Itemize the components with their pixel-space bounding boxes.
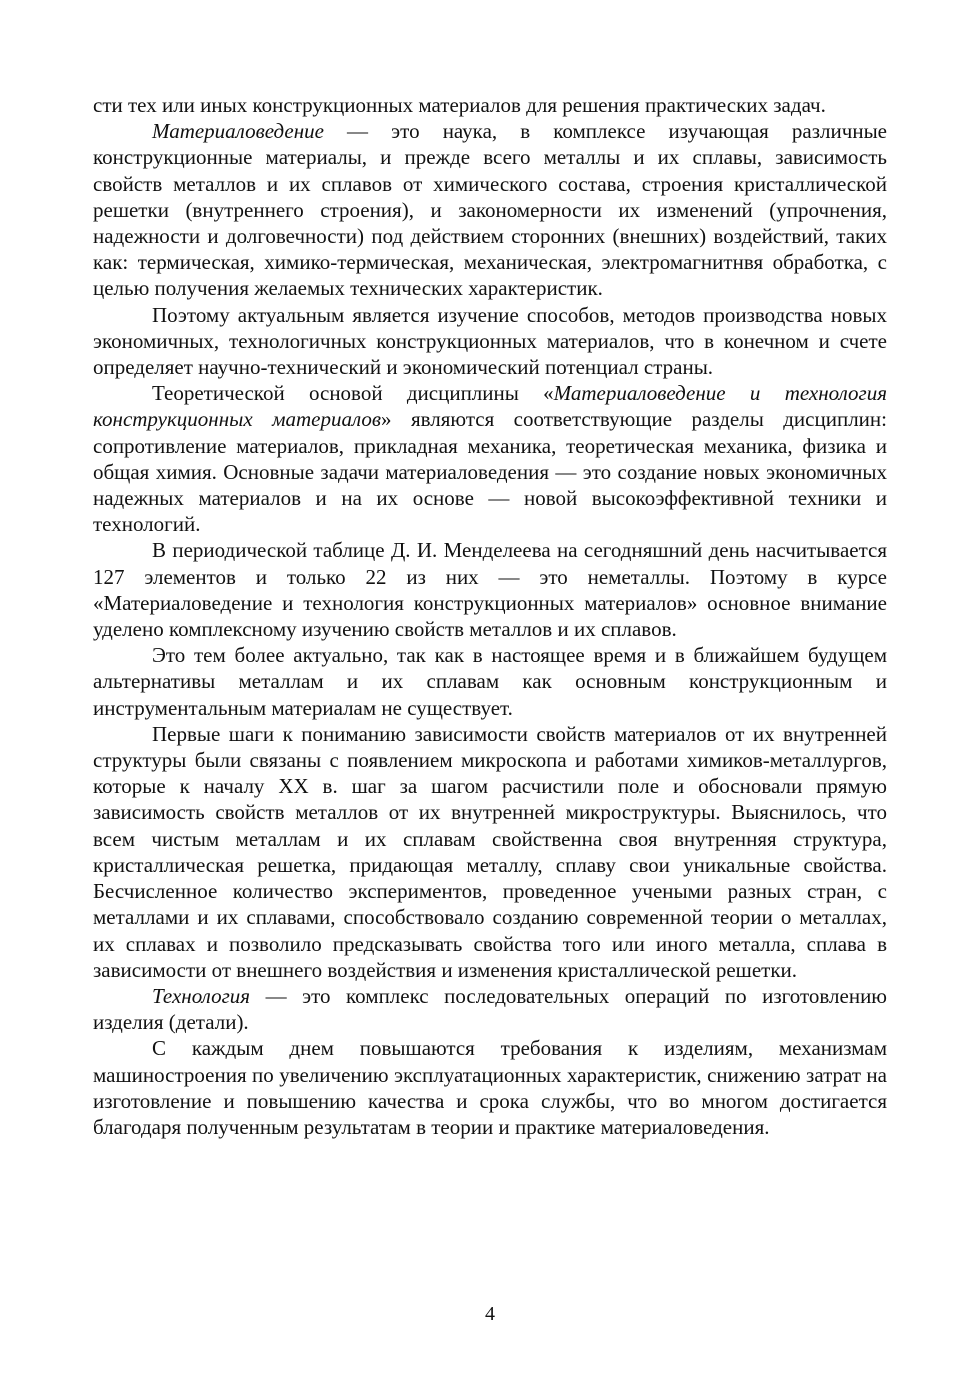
paragraph-text: В периодической таблице Д. И. Менделеева на сегодняшний день насчитывается 127 элементов и только 22 из них — это неметаллы. Поэтому в курсе «Материаловедение и технология конструкционных материалов» основное внимание уделено комплексному изучению свойств металлов и их сплавов.	[93, 538, 887, 642]
term-materials-science: Материаловедение	[152, 119, 324, 144]
paragraph-first-steps	[93, 721, 887, 983]
paragraph-text-after: » являются соответствующие разделы дисциплин: сопротивление материалов, прикладная механика, теоретическая механика, физика и общая химия. Основные задачи материаловедения — это создание новых экономичных надежных материалов и на их основе — новой высокоэффективной техники и технологий.	[93, 407, 887, 537]
paragraph-continuation	[93, 92, 887, 118]
term-course-title: Материаловедение и технология конструкционных материалов	[93, 381, 887, 432]
page-number: 4	[485, 1303, 495, 1325]
paragraph-materials-science-definition	[93, 118, 887, 301]
paragraph-text: Первые шаги к пониманию зависимости свойств материалов от их внутренней структуры были связаны с появлением микроскопа и работами химиков-металлургов, которые к началу XX в. шаг за шагом расчистили поле и обосновали прямую зависимость свойств металлов от их внутренней микроструктуры. Выяснилось, что всем чистым металлам и их сплавам свойственна своя внутренняя структура, кристаллическая решетка, придающая металлу, сплаву свои уникальные свойства. Бесчисленное количество экспериментов, проведенное учеными разных стран, с металлами и их сплавами, способствовало созданию современной теории о металлах, их сплавах и позволило предсказывать свойства того или иного металла, сплава в зависимости от внешнего воздействия и изменения кристаллической решетки.	[93, 721, 887, 982]
paragraph-relevance	[93, 302, 887, 381]
page-body	[93, 92, 887, 1140]
paragraph-text-before: Теоретической основой дисциплины «	[152, 381, 554, 406]
paragraph-periodic-table	[93, 537, 887, 642]
term-technology: Технология	[152, 983, 251, 1008]
paragraph-alternatives	[93, 642, 887, 721]
paragraph-text: сти тех или иных конструкционных материалов для решения практических задач.	[93, 93, 826, 117]
paragraph-technology-definition	[93, 983, 887, 1035]
paragraph-text: Это тем более актуально, так как в настоящее время и в ближайшем будущем альтернативы металлам и их сплавам как основным конструкционным и инструментальным материалам не существует.	[93, 643, 887, 720]
paragraph-theoretical-basis	[93, 380, 887, 537]
paragraph-text: — это комплекс последовательных операций по изготовлению изделия (детали).	[93, 983, 887, 1035]
paragraph-text: Поэтому актуальным является изучение способов, методов производства новых экономичных, технологичных конструкционных материалов, что в конечном и счете определяет научно-технический и экономический потенциал страны.	[93, 302, 887, 380]
paragraph-text: С каждым днем повышаются требования к изделиям, механизмам машиностроения по увеличению эксплуатационных характеристик, снижению затрат на изготовление и повышению качества и срока службы, что во многом достигается благодаря полученным результатам в теории и практике материаловедения.	[93, 1036, 887, 1139]
paragraph-requirements	[93, 1035, 887, 1140]
paragraph-text: — это наука, в комплексе изучающая различные конструкционные материалы, и прежде всего металлы и их сплавы, зависимость свойств металлов и их сплавов от химического состава, строения кристаллической решетки (внутреннего строения), и закономерности их изменений (упрочнения, надежности и долговечности) под действием сторонних (внешних) воздействий, таких как: термическая, химико-термическая, механическая, электромагнитнвя обработка, с целью получения желаемых технических характеристик.	[93, 119, 887, 301]
